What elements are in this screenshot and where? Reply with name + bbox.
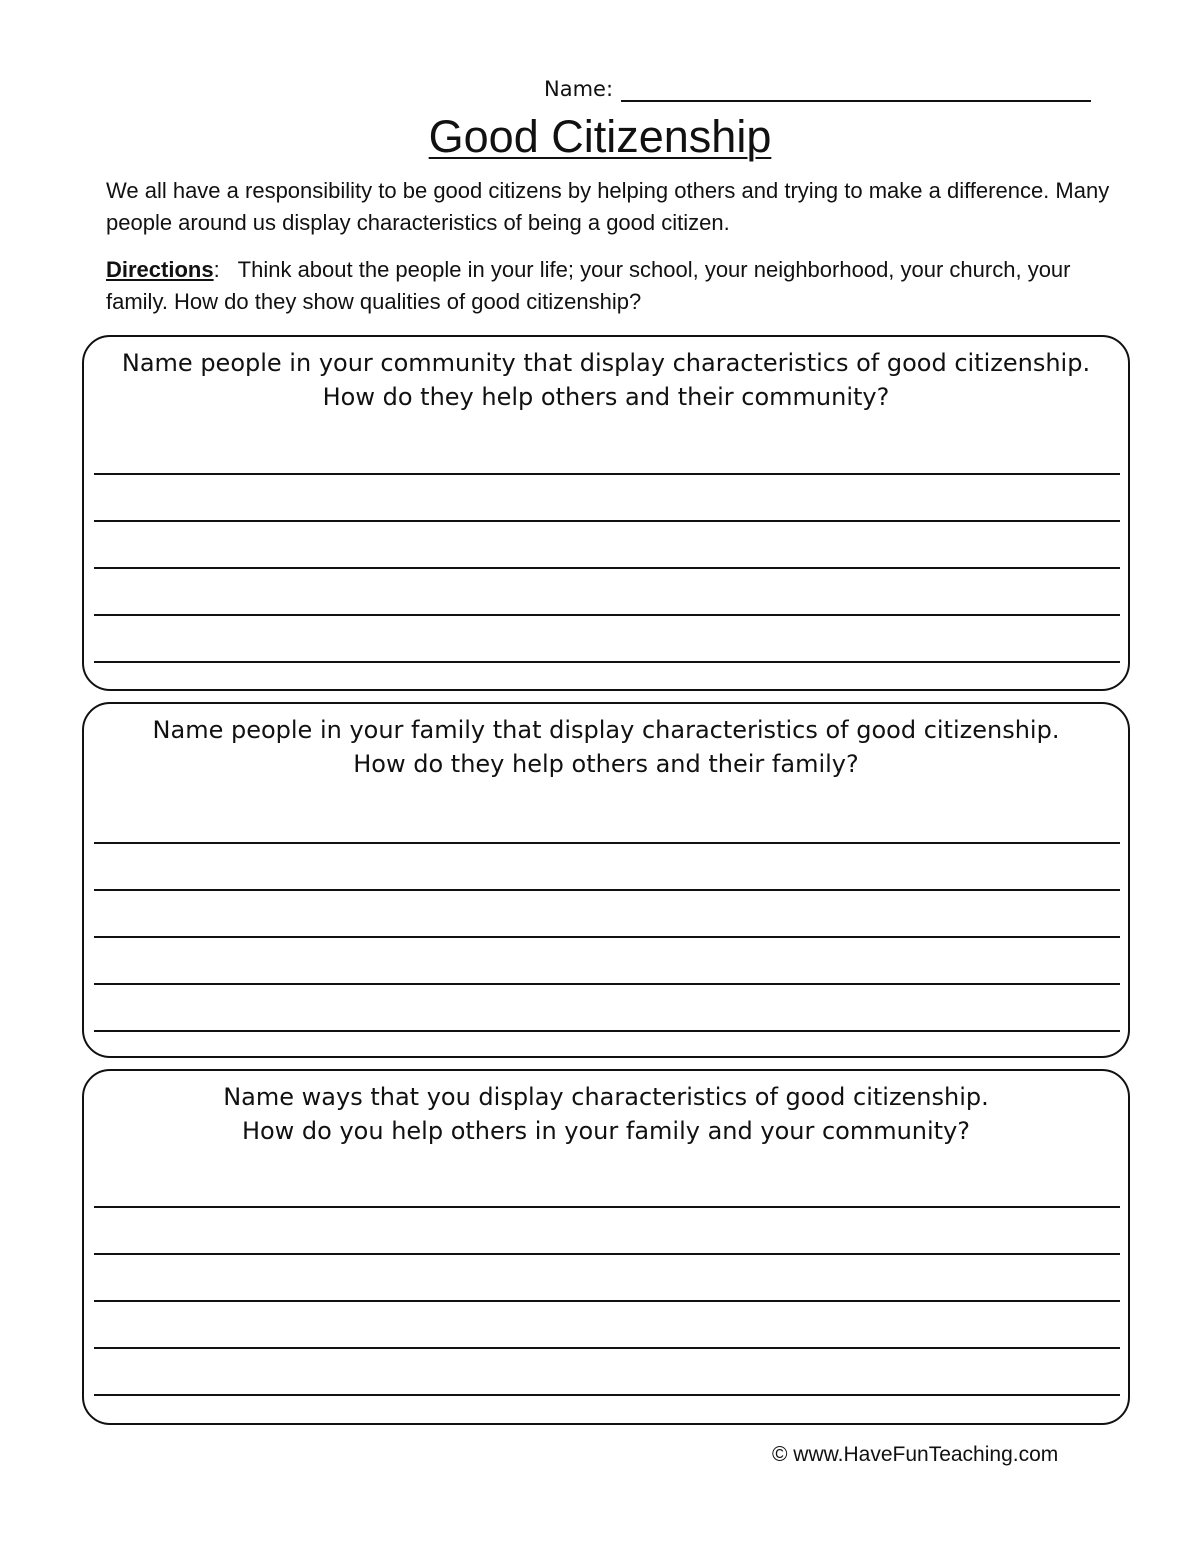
intro-paragraph: We all have a responsibility to be good citizens by helping others and trying to make a difference. Many people around us display characteristics of being a good citizen.	[106, 178, 1110, 235]
answer-line[interactable]	[94, 1347, 1120, 1349]
question-line-1: Name people in your community that display characteristics of good citizenship.	[121, 349, 1091, 377]
copyright-footer: © www.HaveFunTeaching.com	[772, 1443, 1059, 1466]
answer-line[interactable]	[94, 567, 1120, 569]
question-text	[84, 713, 1128, 781]
answer-line[interactable]	[94, 1300, 1120, 1302]
question-box-self	[82, 1069, 1130, 1425]
answer-line[interactable]	[94, 1206, 1120, 1208]
question-text	[84, 346, 1128, 414]
answer-line[interactable]	[94, 473, 1120, 475]
question-line-2: How do you help others in your family and your community?	[241, 1117, 971, 1145]
question-box-community	[82, 335, 1130, 691]
name-label: Name:	[544, 77, 614, 101]
answer-line[interactable]	[94, 889, 1120, 891]
name-field-row	[544, 70, 1104, 102]
question-box-family	[82, 702, 1130, 1058]
answer-line[interactable]	[94, 842, 1120, 844]
question-line-1: Name people in your family that display characteristics of good citizenship.	[152, 716, 1060, 744]
answer-line[interactable]	[94, 614, 1120, 616]
answer-line[interactable]	[94, 1030, 1120, 1032]
answer-line[interactable]	[94, 936, 1120, 938]
directions-label: Directions	[106, 257, 214, 282]
name-answer-line[interactable]	[621, 74, 1091, 102]
page-title: Good Citizenship	[428, 111, 772, 162]
answer-line[interactable]	[94, 520, 1120, 522]
question-line-2: How do they help others and their family?	[353, 750, 859, 778]
directions-paragraph: Directions: Think about the people in your life; your school, your neighborhood, your church, your family. How do they show qualities of good citizenship?	[106, 257, 1071, 314]
answer-line[interactable]	[94, 1253, 1120, 1255]
answer-line[interactable]	[94, 983, 1120, 985]
question-line-2: How do they help others and their community?	[322, 383, 890, 411]
answer-line[interactable]	[94, 1394, 1120, 1396]
directions-text: Think about the people in your life; your school, your neighborhood, your church, your family. How do they show qualities of good citizenship?	[106, 257, 1071, 314]
answer-line[interactable]	[94, 661, 1120, 663]
question-line-1: Name ways that you display characteristics of good citizenship.	[223, 1083, 989, 1111]
question-text	[84, 1080, 1128, 1148]
